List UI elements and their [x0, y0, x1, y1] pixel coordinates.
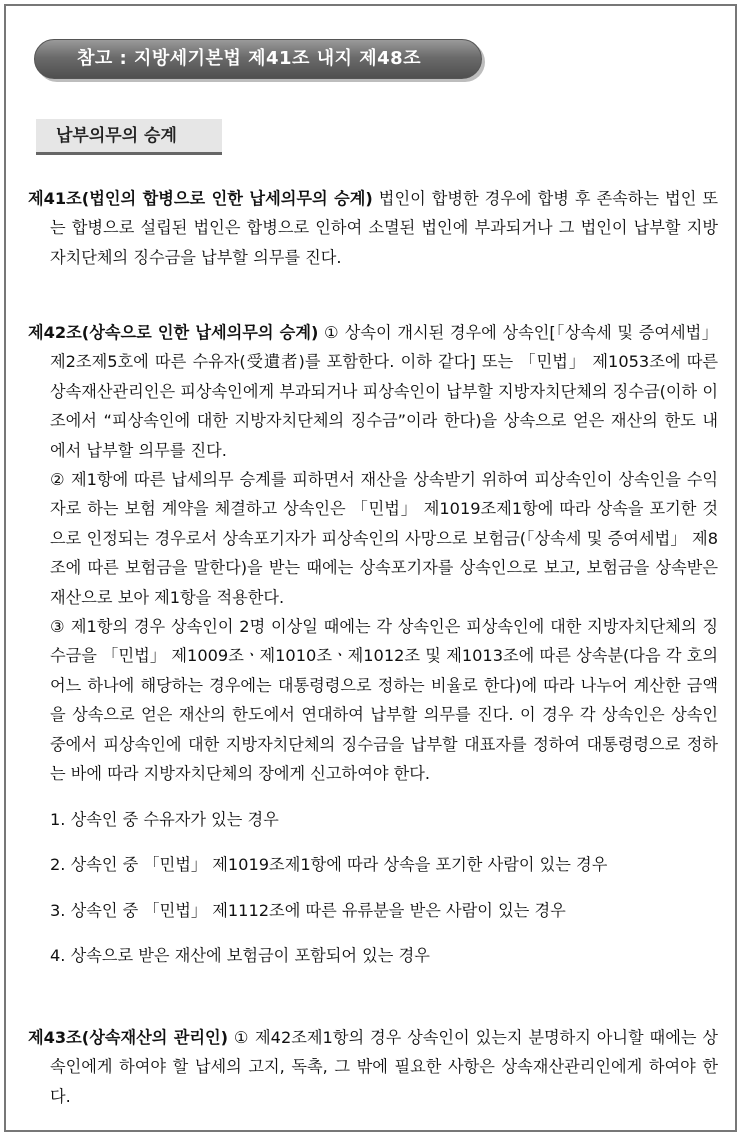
article-43-text: ① 제42조제1항의 경우 상속인이 있는지 분명하지 아니할 때에는 상속인에게 하여야 할 납세의 고지, 독촉, 그 밖에 필요한 사항은 상속재산관리인에게 하여야 한다. [50, 1028, 718, 1106]
article-42-item: 1. 상속인 중 수유자가 있는 경우 [50, 809, 279, 829]
article-42-item: 4. 상속으로 받은 재산에 보험금이 포함되어 있는 경우 [50, 946, 430, 966]
article-41-text: 법인이 합병한 경우에 합병 후 존속하는 법인 또는 합병으로 설립된 법인은 합병으로 인하여 소멸된 법인에 부과되거나 그 법인이 납부할 지방자치단체의 징수금을 납부할 의무를 진다. [50, 189, 718, 267]
article-42-clause-1: ① 상속이 개시된 경우에 상속인[「상속세 및 증여세법」 제2조제5호에 따른 수유자(受遺者)를 포함한다. 이하 같다] 또는 「민법」 제1053조에 따른 상속재산관리인은 피상속인에게 부과되거나 피상속인이 납부할 지방자치단체의 징수금(이하 이 조에서 “피상속인에 대한 지방자치단체의 징수금”이라 한다)을 상속으로 얻은 재산의 한도 내에서 납부할 의무를 진다. [50, 323, 718, 460]
article-42-clause-2: ② 제1항에 따른 납세의무 승계를 피하면서 재산을 상속받기 위하여 피상속인이 상속인을 수익자로 하는 보험 계약을 체결하고 상속인은 「민법」 제1019조제1항에 따라 상속을 포기한 것으로 인정되는 경우로서 상속포기자가 피상속인의 사망으로 보험금(「상속세 및 증여세법」 제8조에 따른 보험금을 말한다)을 받는 때에는 상속포기자를 상속인으로 보고, 보험금을 상속받은 재산으로 보아 제1항을 적용한다. [50, 470, 718, 607]
article-42-paragraph-1 [28, 318, 718, 465]
article-41-heading: 제41조(법인의 합병으로 인한 납세의무의 승계) [28, 189, 373, 208]
article-42-clause-3: ③ 제1항의 경우 상속인이 2명 이상일 때에는 각 상속인은 피상속인에 대한 지방자치단체의 징수금을 「민법」 제1009조ㆍ제1010조ㆍ제1012조 및 제1013조에 따른 상속분(다음 각 호의 어느 하나에 해당하는 경우에는 대통령령으로 정하는 비율로 한다)에 따라 나누어 계산한 금액을 상속으로 얻은 재산의 한도에서 연대하여 납부할 의무를 진다. 이 경우 각 상속인은 상속인 중에서 피상속인에 대한 지방자치단체의 징수금을 납부할 대표자를 정하여 대통령령으로 정하는 바에 따라 지방자치단체의 장에게 신고하여야 한다. [50, 617, 718, 784]
article-42-item: 3. 상속인 중 「민법」 제1112조에 따른 유류분을 받은 사람이 있는 경우 [50, 900, 566, 920]
article-41-paragraph [28, 184, 718, 272]
title-banner [34, 39, 482, 79]
page-title: 참고 : 지방세기본법 제41조 내지 제48조 [77, 48, 422, 69]
article-42 [28, 318, 718, 987]
article-43-heading: 제43조(상속재산의 관리인) [28, 1028, 229, 1047]
article-43-paragraph [28, 1023, 718, 1111]
section-title: 납부의무의 승계 [56, 126, 177, 146]
article-42-heading: 제42조(상속으로 인한 납세의무의 승계) [28, 323, 319, 342]
article-42-item: 2. 상속인 중 「민법」 제1019조제1항에 따라 상속을 포기한 사람이 있는 경우 [50, 855, 608, 875]
article-41 [28, 184, 718, 272]
article-43 [28, 1023, 718, 1111]
section-heading [36, 119, 222, 155]
